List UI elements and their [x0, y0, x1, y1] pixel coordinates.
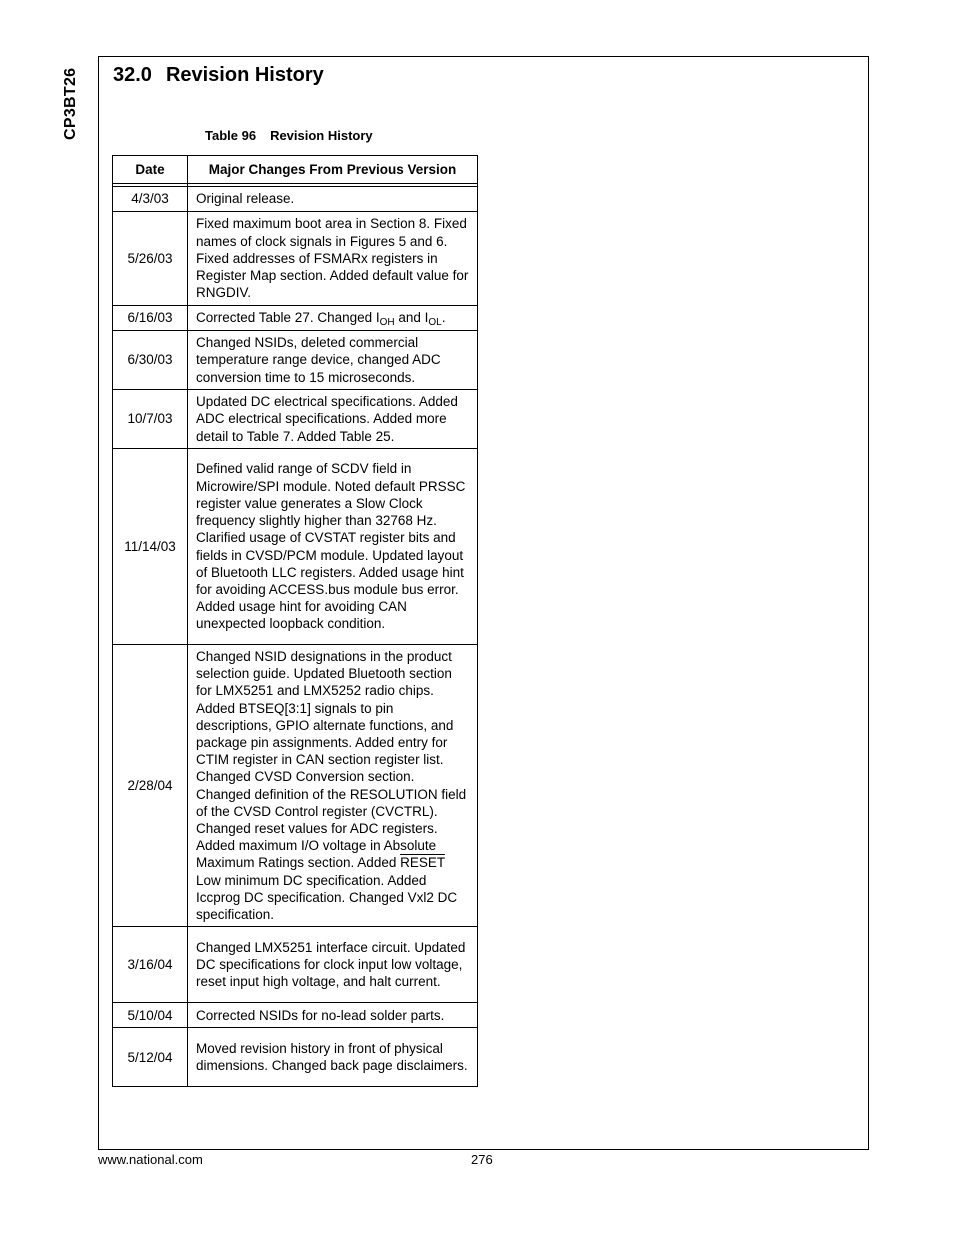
table-caption: [205, 128, 373, 143]
row-changes-text: and I: [394, 310, 429, 326]
table-row: [113, 306, 478, 331]
row-changes-text: Changed NSID designations in the product selection guide. Updated Bluetooth section for LMX5251 and LMX5252 radio chips. Added BTSEQ[3:1] signals to pin descriptions, GPIO alternate functions, and package pin assignments. Added entry for CTIM register in CAN section register list. Changed CVSD Conversion section. Changed definition of the RESOLUTION field of the CVSD Control register (CVCTRL). Changed reset values for ADC registers. Added maximum I/O voltage in Absolute Maximum Ratings section. Added: [196, 649, 467, 871]
column-header-date: Date: [113, 156, 188, 184]
table-row: [113, 1028, 478, 1087]
subscript-oh: OH: [379, 317, 395, 329]
row-changes: [188, 306, 478, 331]
row-date: 10/7/03: [113, 390, 188, 449]
table-row: [113, 1003, 478, 1028]
row-changes: Moved revision history in front of physical dimensions. Changed back page disclaimers.: [188, 1028, 478, 1087]
table-row: [113, 449, 478, 645]
row-date: 6/30/03: [113, 331, 188, 390]
row-changes-text: Corrected Table 27. Changed I: [196, 310, 380, 326]
row-date: 5/26/03: [113, 212, 188, 306]
section-title-text: Revision History: [165, 64, 324, 86]
subscript-ol: OL: [428, 317, 442, 329]
reset-signal-overline: RESET: [400, 855, 445, 871]
row-changes: [188, 645, 478, 927]
side-product-label: CP3BT26: [62, 67, 79, 140]
row-date: 3/16/04: [113, 927, 188, 1003]
table-row: [113, 390, 478, 449]
table-row: [113, 212, 478, 306]
row-date: 5/10/04: [113, 1003, 188, 1028]
row-changes: Original release.: [188, 187, 478, 212]
table-header-row: [113, 156, 478, 184]
row-changes: Defined valid range of SCDV field in Microwire/SPI module. Noted default PRSSC register value generates a Slow Clock frequency slightly higher than 32768 Hz. Clarified usage of CVSTAT register bits and fields in CVSD/PCM module. Updated layout of Bluetooth LLC registers. Added usage hint for avoiding ACCESS.bus module bus error. Added usage hint for avoiding CAN unexpected loopback condition.: [188, 449, 478, 645]
row-date: 6/16/03: [113, 306, 188, 331]
row-date: 5/12/04: [113, 1028, 188, 1087]
table-row: [113, 187, 478, 212]
row-changes: Changed LMX5251 interface circuit. Updated DC specifications for clock input low voltage, reset input high voltage, and halt current.: [188, 927, 478, 1003]
table-row: [113, 927, 478, 1003]
row-changes-text: Low minimum DC specification. Added Iccprog DC specification. Changed Vxl2 DC specification.: [196, 872, 458, 923]
footer-page-number: 276: [471, 1152, 493, 1167]
row-changes-text: .: [441, 310, 446, 326]
row-date: 4/3/03: [113, 187, 188, 212]
row-changes: Changed NSIDs, deleted commercial temperature range device, changed ADC conversion time to 15 microseconds.: [188, 331, 478, 390]
section-number: 32.0: [113, 64, 152, 86]
row-date: 11/14/03: [113, 449, 188, 645]
row-changes: Corrected NSIDs for no-lead solder parts.: [188, 1003, 478, 1028]
row-changes: Updated DC electrical specifications. Added ADC electrical specifications. Added more detail to Table 7. Added Table 25.: [188, 390, 478, 449]
table-caption-label: Table 96: [205, 128, 257, 143]
table-row: [113, 331, 478, 390]
table-row: [113, 645, 478, 927]
row-date: 2/28/04: [113, 645, 188, 927]
column-header-changes: Major Changes From Previous Version: [188, 156, 478, 184]
table-caption-title: Revision History: [270, 128, 373, 143]
revision-history-table: [112, 155, 478, 1087]
section-title: [113, 64, 324, 87]
footer-website-link[interactable]: www.national.com: [98, 1152, 203, 1167]
row-changes: Fixed maximum boot area in Section 8. Fixed names of clock signals in Figures 5 and 6. Fixed addresses of FSMARx registers in Register Map section. Added default value for RNGDIV.: [188, 212, 478, 306]
